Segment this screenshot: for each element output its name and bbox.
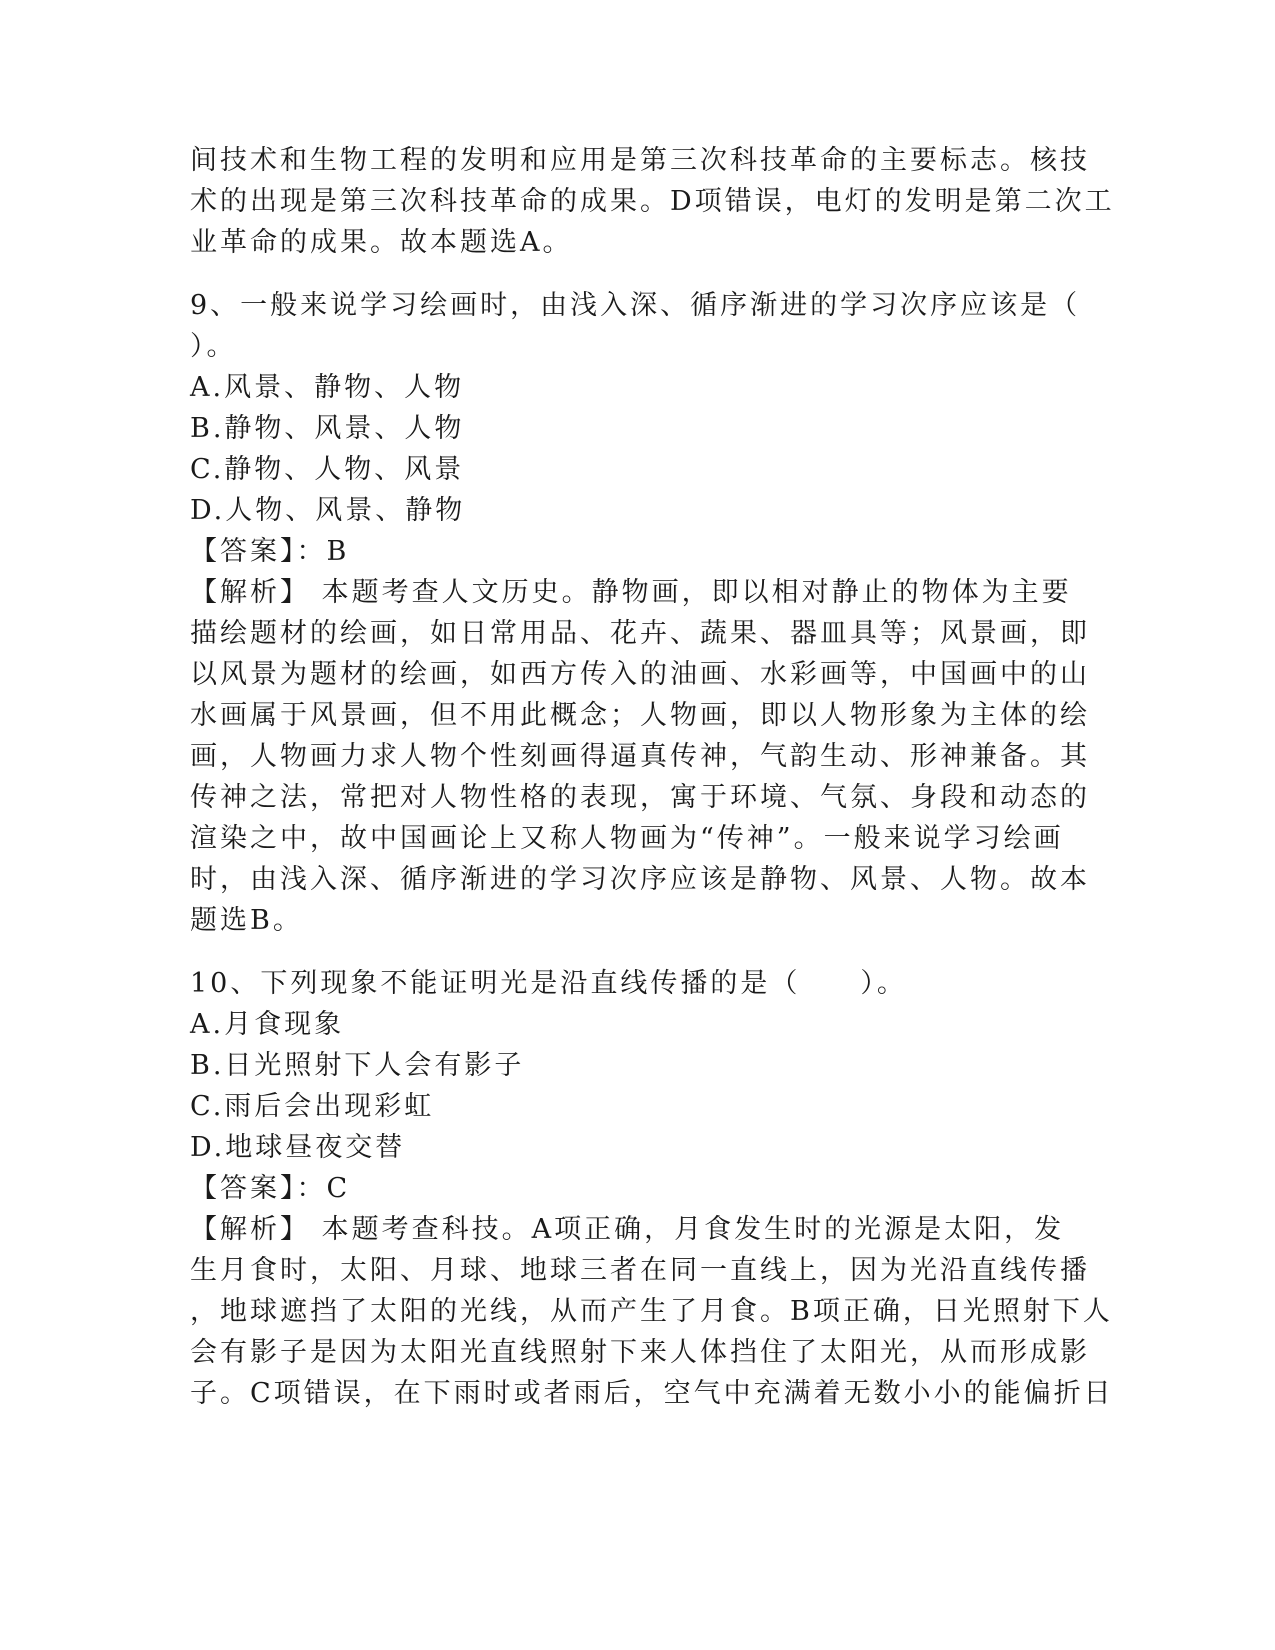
question-stem: 10、下列现象不能证明光是沿直线传播的是（ ）。	[190, 968, 907, 999]
question-10	[190, 963, 1114, 1414]
explanation-line: 渲染之中，故中国画论上又称人物画为“传神”。一般来说学习绘画	[190, 823, 1064, 854]
explanation-line: 【解析】 本题考查科技。A项正确，月食发生时的光源是太阳，发	[190, 1214, 1065, 1245]
option-c: C.静物、人物、风景	[190, 454, 465, 485]
explanation-line: 会有影子是因为太阳光直线照射下来人体挡住了太阳光，从而形成影	[190, 1337, 1090, 1368]
option-d: D.人物、风景、静物	[190, 495, 466, 526]
option-a: A.风景、静物、人物	[190, 372, 465, 403]
text-line: 间技术和生物工程的发明和应用是第三次科技革命的主要标志。核技	[190, 145, 1090, 176]
text-line: 业革命的成果。故本题选A。	[190, 227, 573, 258]
question-stem: ）。	[190, 331, 237, 362]
answer: 【答案】：C	[190, 1173, 351, 1204]
previous-explanation	[190, 140, 1115, 263]
option-c: C.雨后会出现彩虹	[190, 1091, 435, 1122]
question-9	[190, 285, 1090, 941]
explanation-line: 描绘题材的绘画，如日常用品、花卉、蔬果、器皿具等；风景画，即	[190, 618, 1090, 649]
explanation-line: 传神之法，常把对人物性格的表现，寓于环境、气氛、身段和动态的	[190, 782, 1090, 813]
explanation-line: 时，由浅入深、循序渐进的学习次序应该是静物、风景、人物。故本	[190, 864, 1090, 895]
option-b: B.静物、风景、人物	[190, 413, 465, 444]
text-line: 术的出现是第三次科技革命的成果。D项错误，电灯的发明是第二次工	[190, 186, 1115, 217]
explanation-line: 题选B。	[190, 905, 303, 936]
option-a: A.月食现象	[190, 1009, 345, 1040]
option-d: D.地球昼夜交替	[190, 1132, 406, 1163]
answer: 【答案】：B	[190, 536, 350, 567]
question-stem: 9、一般来说学习绘画时，由浅入深、循序渐进的学习次序应该是（	[190, 290, 1081, 321]
explanation-line: 【解析】 本题考查人文历史。静物画，即以相对静止的物体为主要	[190, 577, 1072, 608]
explanation-line: 水画属于风景画，但不用此概念；人物画，即以人物形象为主体的绘	[190, 700, 1090, 731]
explanation-line: 画，人物画力求人物个性刻画得逼真传神，气韵生动、形神兼备。其	[190, 741, 1090, 772]
explanation-line: 子。C项错误，在下雨时或者雨后，空气中充满着无数小小的能偏折日	[190, 1378, 1114, 1409]
explanation-line: 生月食时，太阳、月球、地球三者在同一直线上，因为光沿直线传播	[190, 1255, 1090, 1286]
option-b: B.日光照射下人会有影子	[190, 1050, 525, 1081]
explanation-line: ，地球遮挡了太阳的光线，从而产生了月食。B项正确，日光照射下人	[190, 1296, 1113, 1327]
document-page	[190, 140, 1115, 1414]
explanation-line: 以风景为题材的绘画，如西方传入的油画、水彩画等，中国画中的山	[190, 659, 1090, 690]
